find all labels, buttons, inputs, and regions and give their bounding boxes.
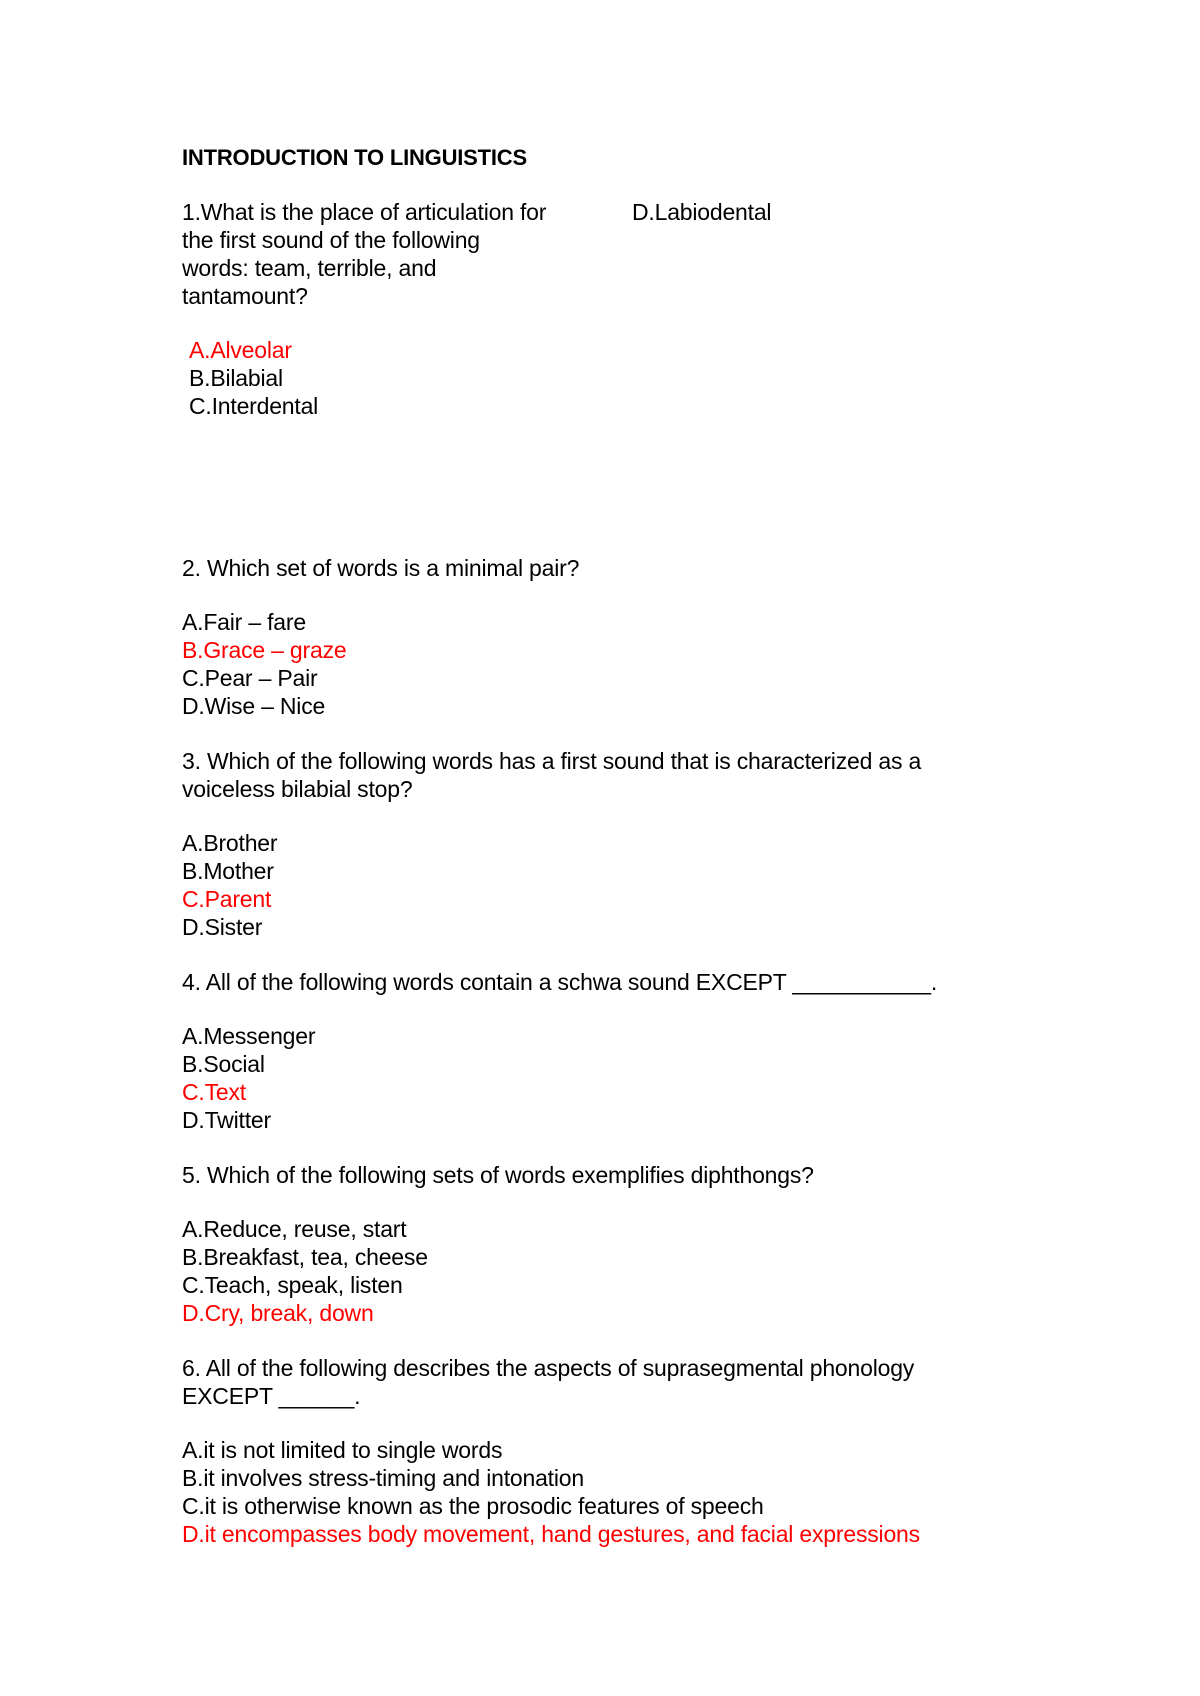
question-1-text: [182, 198, 592, 310]
question-1: [182, 198, 1022, 554]
question-2: [182, 554, 1022, 720]
question-6-option-d: D.it encompasses body movement, hand gestures, and facial expressions: [182, 1521, 920, 1547]
question-2-text: 2. Which set of words is a minimal pair?: [182, 555, 580, 581]
question-1-option-d: D.Labiodental: [632, 199, 772, 225]
question-6-option-b: B.it involves stress-timing and intonation: [182, 1465, 584, 1491]
question-5-option-b: B.Breakfast, tea, cheese: [182, 1244, 428, 1270]
question-1-left-column: [182, 198, 592, 420]
question-1-option-a: A.Alveolar: [189, 337, 292, 363]
question-1-option-c: C.Interdental: [189, 393, 319, 419]
question-6-text: [182, 1354, 1022, 1410]
document-title: INTRODUCTION TO LINGUISTICS: [182, 145, 527, 170]
document-content: [182, 144, 1022, 1575]
question-4-text: 4. All of the following words contain a schwa sound EXCEPT ___________.: [182, 969, 938, 995]
question-6-option-c: C.it is otherwise known as the prosodic features of speech: [182, 1493, 764, 1519]
question-4-option-d: D.Twitter: [182, 1107, 271, 1133]
question-4-option-b: B.Social: [182, 1051, 265, 1077]
question-6-line: EXCEPT ______.: [182, 1383, 361, 1409]
question-5-option-c: C.Teach, speak, listen: [182, 1272, 403, 1298]
question-2-option-c: C.Pear – Pair: [182, 665, 318, 691]
question-2-option-a: A.Fair – fare: [182, 609, 306, 635]
question-3-line: voiceless bilabial stop?: [182, 776, 413, 802]
question-2-option-b: B.Grace – graze: [182, 637, 347, 663]
question-3-line: 3. Which of the following words has a first sound that is characterized as a: [182, 748, 922, 774]
question-4-option-c: C.Text: [182, 1079, 246, 1105]
question-3-option-d: D.Sister: [182, 914, 263, 940]
question-5-option-a: A.Reduce, reuse, start: [182, 1216, 407, 1242]
question-5-text: 5. Which of the following sets of words exemplifies diphthongs?: [182, 1162, 814, 1188]
question-4-option-a: A.Messenger: [182, 1023, 316, 1049]
question-3-option-a: A.Brother: [182, 830, 278, 856]
question-1-line: 1.What is the place of articulation for: [182, 199, 547, 225]
question-5-option-d: D.Cry, break, down: [182, 1300, 374, 1326]
question-3-option-c: C.Parent: [182, 886, 272, 912]
question-1-right-column: [632, 198, 771, 226]
question-4: [182, 968, 1022, 1134]
question-1-line: words: team, terrible, and: [182, 255, 437, 281]
question-1-line: tantamount?: [182, 283, 308, 309]
question-5: [182, 1161, 1022, 1327]
question-3-text: [182, 747, 1022, 803]
question-1-option-b: B.Bilabial: [189, 365, 283, 391]
question-6-option-a: A.it is not limited to single words: [182, 1437, 503, 1463]
question-2-option-d: D.Wise – Nice: [182, 693, 326, 719]
question-1-line: the first sound of the following: [182, 227, 480, 253]
question-3: [182, 747, 1022, 941]
question-6-line: 6. All of the following describes the aspects of suprasegmental phonology: [182, 1355, 915, 1381]
question-3-option-b: B.Mother: [182, 858, 274, 884]
question-6: [182, 1354, 1022, 1548]
